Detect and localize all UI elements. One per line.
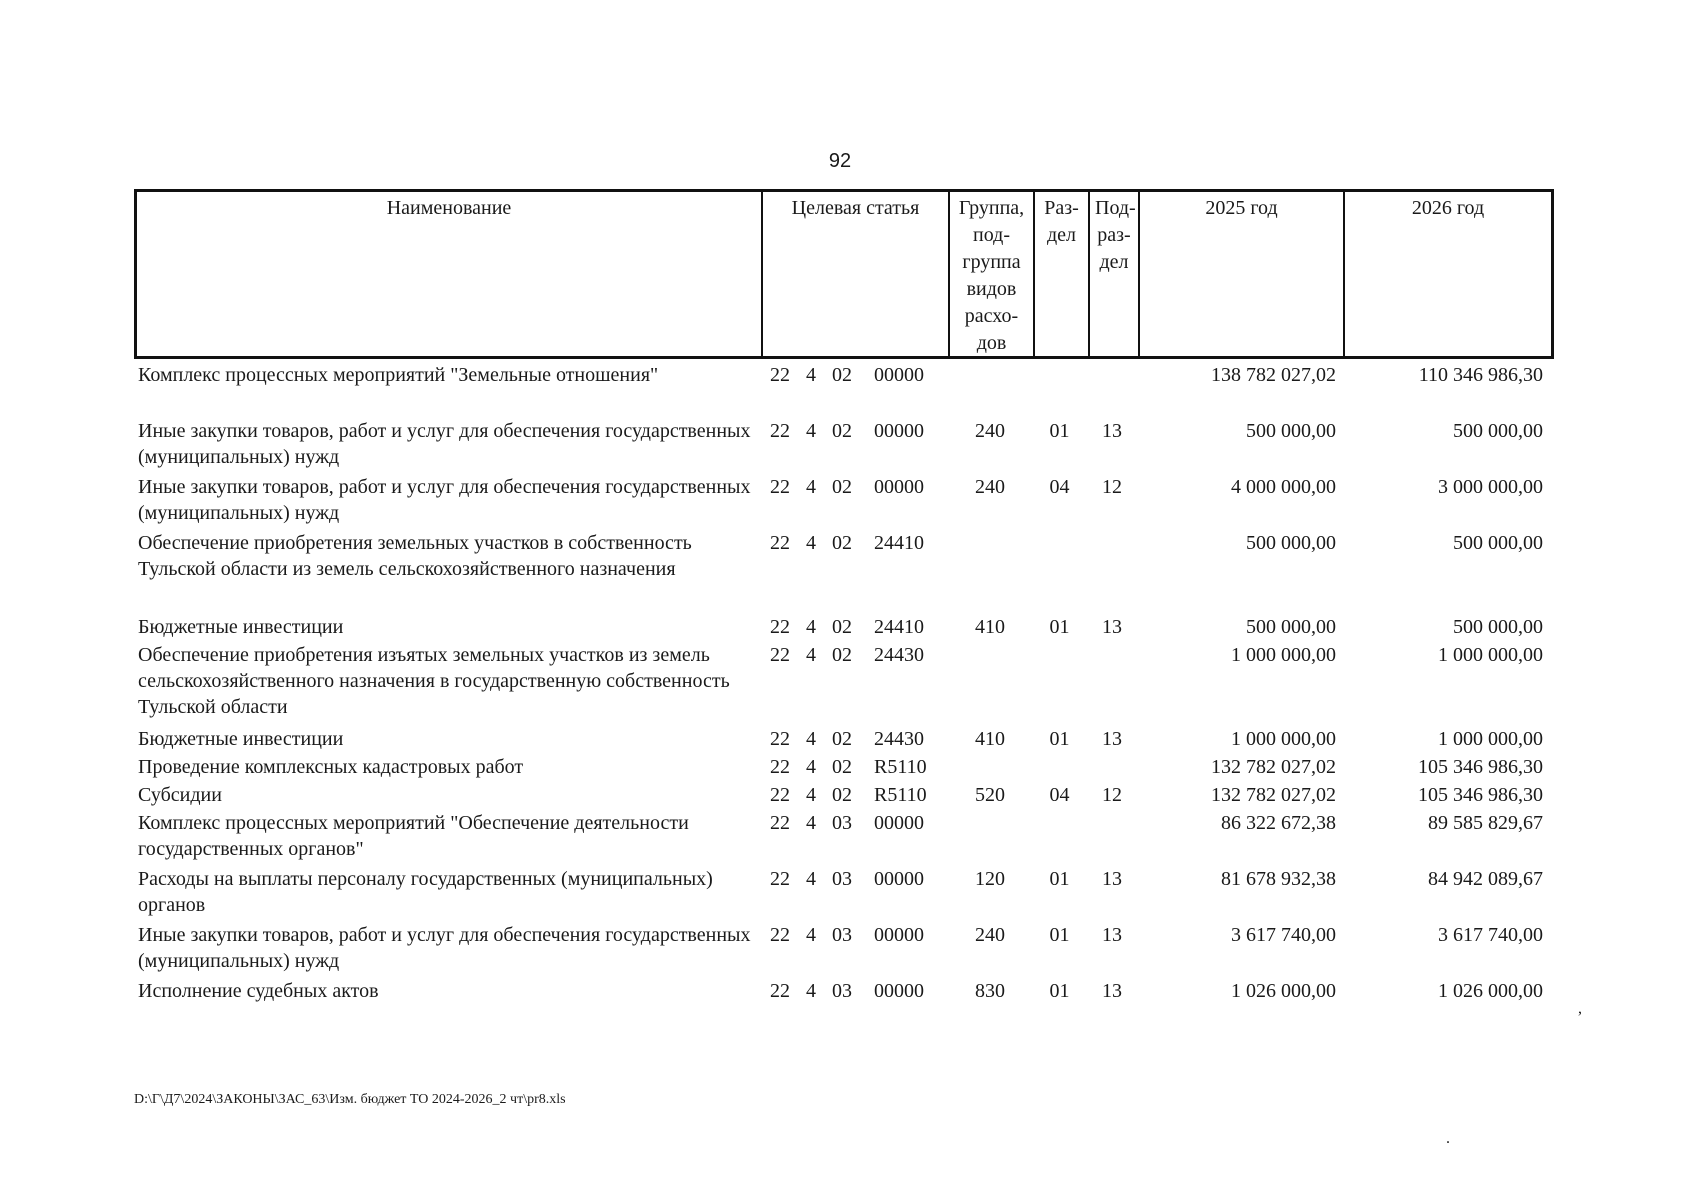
target-code-type: 4 xyxy=(806,980,816,1002)
target-code-direction: 00000 xyxy=(874,868,924,890)
target-code-program: 22 xyxy=(770,812,790,834)
section: 01 xyxy=(1049,616,1070,638)
subsection: 13 xyxy=(1102,616,1122,638)
subsection: 12 xyxy=(1102,476,1122,498)
header-expense-group xyxy=(950,192,1035,356)
amount-2025: 1 000 000,00 xyxy=(1231,644,1336,666)
target-code-direction: 00000 xyxy=(874,476,924,498)
amount-2025: 500 000,00 xyxy=(1246,420,1336,442)
expense-group: 410 xyxy=(975,728,1005,750)
target-code-program: 22 xyxy=(770,364,790,386)
scan-mark: , xyxy=(1578,1000,1582,1017)
target-code-complex: 03 xyxy=(832,924,852,946)
row-name: Комплекс процессных мероприятий "Земельные отношения" xyxy=(138,364,659,386)
amount-2026: 500 000,00 xyxy=(1453,532,1543,554)
target-code-program: 22 xyxy=(770,476,790,498)
target-code-type: 4 xyxy=(806,476,816,498)
target-code-complex: 02 xyxy=(832,420,852,442)
target-code-type: 4 xyxy=(806,728,816,750)
target-code-type: 4 xyxy=(806,868,816,890)
header-section-text: Раз- дел xyxy=(1044,197,1079,246)
target-code-direction: 00000 xyxy=(874,420,924,442)
target-code-complex: 02 xyxy=(832,616,852,638)
section: 01 xyxy=(1049,924,1070,946)
amount-2026: 84 942 089,67 xyxy=(1428,868,1543,890)
target-code-direction: 00000 xyxy=(874,924,924,946)
target-code-program: 22 xyxy=(770,756,790,778)
section: 04 xyxy=(1049,476,1070,498)
row-name: Обеспечение приобретения изъятых земельных участков из земель сельскохозяйственного назначения в государственную собственность Тульской области xyxy=(138,644,730,718)
target-code-type: 4 xyxy=(806,812,816,834)
expense-group: 120 xyxy=(975,868,1005,890)
header-subsection xyxy=(1090,192,1140,356)
target-code-type: 4 xyxy=(806,784,816,806)
target-code-complex: 02 xyxy=(832,756,852,778)
amount-2026: 89 585 829,67 xyxy=(1428,812,1543,834)
target-code-program: 22 xyxy=(770,532,790,554)
amount-2026: 105 346 986,30 xyxy=(1418,756,1543,778)
expense-group: 830 xyxy=(975,980,1005,1002)
page-number: 92 xyxy=(828,150,852,172)
target-code-program: 22 xyxy=(770,980,790,1002)
target-code-direction: R5110 xyxy=(874,756,927,778)
subsection: 13 xyxy=(1102,420,1122,442)
target-code-program: 22 xyxy=(770,644,790,666)
file-path-footer: D:\Г\Д7\2024\ЗАКОНЫ\ЗАС_63\Изм. бюджет ТО 2024-2026_2 чт\pr8.xls xyxy=(134,1092,566,1107)
header-name: Наименование xyxy=(137,192,763,356)
target-code-complex: 03 xyxy=(832,812,852,834)
amount-2025: 500 000,00 xyxy=(1246,532,1336,554)
expense-group: 520 xyxy=(975,784,1005,806)
target-code-direction: 24430 xyxy=(874,728,924,750)
target-code-program: 22 xyxy=(770,868,790,890)
target-code-type: 4 xyxy=(806,644,816,666)
target-code-direction: 24410 xyxy=(874,616,924,638)
target-code-type: 4 xyxy=(806,924,816,946)
section: 04 xyxy=(1049,784,1070,806)
header-year-2025: 2025 год xyxy=(1140,192,1345,356)
row-name: Иные закупки товаров, работ и услуг для обеспечения государственных (муниципальных) нужд xyxy=(138,476,751,524)
section: 01 xyxy=(1049,728,1070,750)
row-name: Проведение комплексных кадастровых работ xyxy=(138,756,524,778)
subsection: 13 xyxy=(1102,868,1122,890)
target-code-complex: 02 xyxy=(832,532,852,554)
target-code-type: 4 xyxy=(806,364,816,386)
target-code-direction: 00000 xyxy=(874,980,924,1002)
amount-2026: 1 000 000,00 xyxy=(1438,644,1543,666)
amount-2025: 138 782 027,02 xyxy=(1211,364,1336,386)
target-code-program: 22 xyxy=(770,616,790,638)
amount-2026: 105 346 986,30 xyxy=(1418,784,1543,806)
target-code-type: 4 xyxy=(806,756,816,778)
header-expense-group-text: Группа, под- группа видов расхо- дов xyxy=(958,197,1025,354)
header-year-2026: 2026 год xyxy=(1411,197,1485,219)
target-code-program: 22 xyxy=(770,728,790,750)
section: 01 xyxy=(1049,980,1070,1002)
amount-2026: 1 000 000,00 xyxy=(1438,728,1543,750)
target-code-complex: 03 xyxy=(832,868,852,890)
amount-2025: 500 000,00 xyxy=(1246,616,1336,638)
row-name: Исполнение судебных актов xyxy=(138,980,379,1002)
target-code-direction: 00000 xyxy=(874,812,924,834)
section: 01 xyxy=(1049,420,1070,442)
row-name: Обеспечение приобретения земельных участков в собственность Тульской области из земель сельскохозяйственного назначения xyxy=(138,532,692,580)
amount-2026: 110 346 986,30 xyxy=(1418,364,1543,386)
section: 01 xyxy=(1049,868,1070,890)
target-code-complex: 02 xyxy=(832,364,852,386)
amount-2025: 4 000 000,00 xyxy=(1231,476,1336,498)
amount-2026: 500 000,00 xyxy=(1453,420,1543,442)
amount-2025: 81 678 932,38 xyxy=(1221,868,1336,890)
target-code-direction: 24410 xyxy=(874,532,924,554)
row-name: Бюджетные инвестиции xyxy=(138,616,344,638)
expense-group: 240 xyxy=(975,420,1005,442)
row-name: Комплекс процессных мероприятий "Обеспечение деятельности государственных органов" xyxy=(138,812,689,860)
row-name: Иные закупки товаров, работ и услуг для обеспечения государственных (муниципальных) нужд xyxy=(138,420,751,468)
amount-2025: 3 617 740,00 xyxy=(1231,924,1336,946)
target-code-direction: 00000 xyxy=(874,364,924,386)
amount-2026: 500 000,00 xyxy=(1453,616,1543,638)
target-code-complex: 03 xyxy=(832,980,852,1002)
subsection: 12 xyxy=(1102,784,1122,806)
amount-2025: 132 782 027,02 xyxy=(1211,784,1336,806)
header-section xyxy=(1035,192,1090,356)
scan-mark: . xyxy=(1446,1130,1450,1147)
expense-group: 240 xyxy=(975,476,1005,498)
target-code-type: 4 xyxy=(806,420,816,442)
target-code-complex: 02 xyxy=(832,476,852,498)
expense-group: 240 xyxy=(975,924,1005,946)
target-code-type: 4 xyxy=(806,532,816,554)
target-code-direction: R5110 xyxy=(874,784,927,806)
header-subsection-text: Под- раз- дел xyxy=(1095,197,1136,273)
target-code-program: 22 xyxy=(770,784,790,806)
target-code-complex: 02 xyxy=(832,784,852,806)
amount-2026: 3 617 740,00 xyxy=(1438,924,1543,946)
target-code-program: 22 xyxy=(770,924,790,946)
row-name: Расходы на выплаты персоналу государственных (муниципальных) органов xyxy=(138,868,713,916)
expense-group: 410 xyxy=(975,616,1005,638)
amount-2025: 86 322 672,38 xyxy=(1221,812,1336,834)
header-target-article: Целевая статья xyxy=(763,192,950,356)
row-name: Бюджетные инвестиции xyxy=(138,728,344,750)
amount-2025: 1 000 000,00 xyxy=(1231,728,1336,750)
amount-2025: 132 782 027,02 xyxy=(1211,756,1336,778)
row-name: Субсидии xyxy=(138,784,222,806)
subsection: 13 xyxy=(1102,980,1122,1002)
row-name: Иные закупки товаров, работ и услуг для обеспечения государственных (муниципальных) нужд xyxy=(138,924,751,972)
subsection: 13 xyxy=(1102,924,1122,946)
target-code-type: 4 xyxy=(806,616,816,638)
target-code-program: 22 xyxy=(770,420,790,442)
target-code-complex: 02 xyxy=(832,644,852,666)
subsection: 13 xyxy=(1102,728,1122,750)
amount-2026: 1 026 000,00 xyxy=(1438,980,1543,1002)
table-header xyxy=(134,189,1554,359)
amount-2025: 1 026 000,00 xyxy=(1231,980,1336,1002)
target-code-direction: 24430 xyxy=(874,644,924,666)
target-code-complex: 02 xyxy=(832,728,852,750)
amount-2026: 3 000 000,00 xyxy=(1438,476,1543,498)
